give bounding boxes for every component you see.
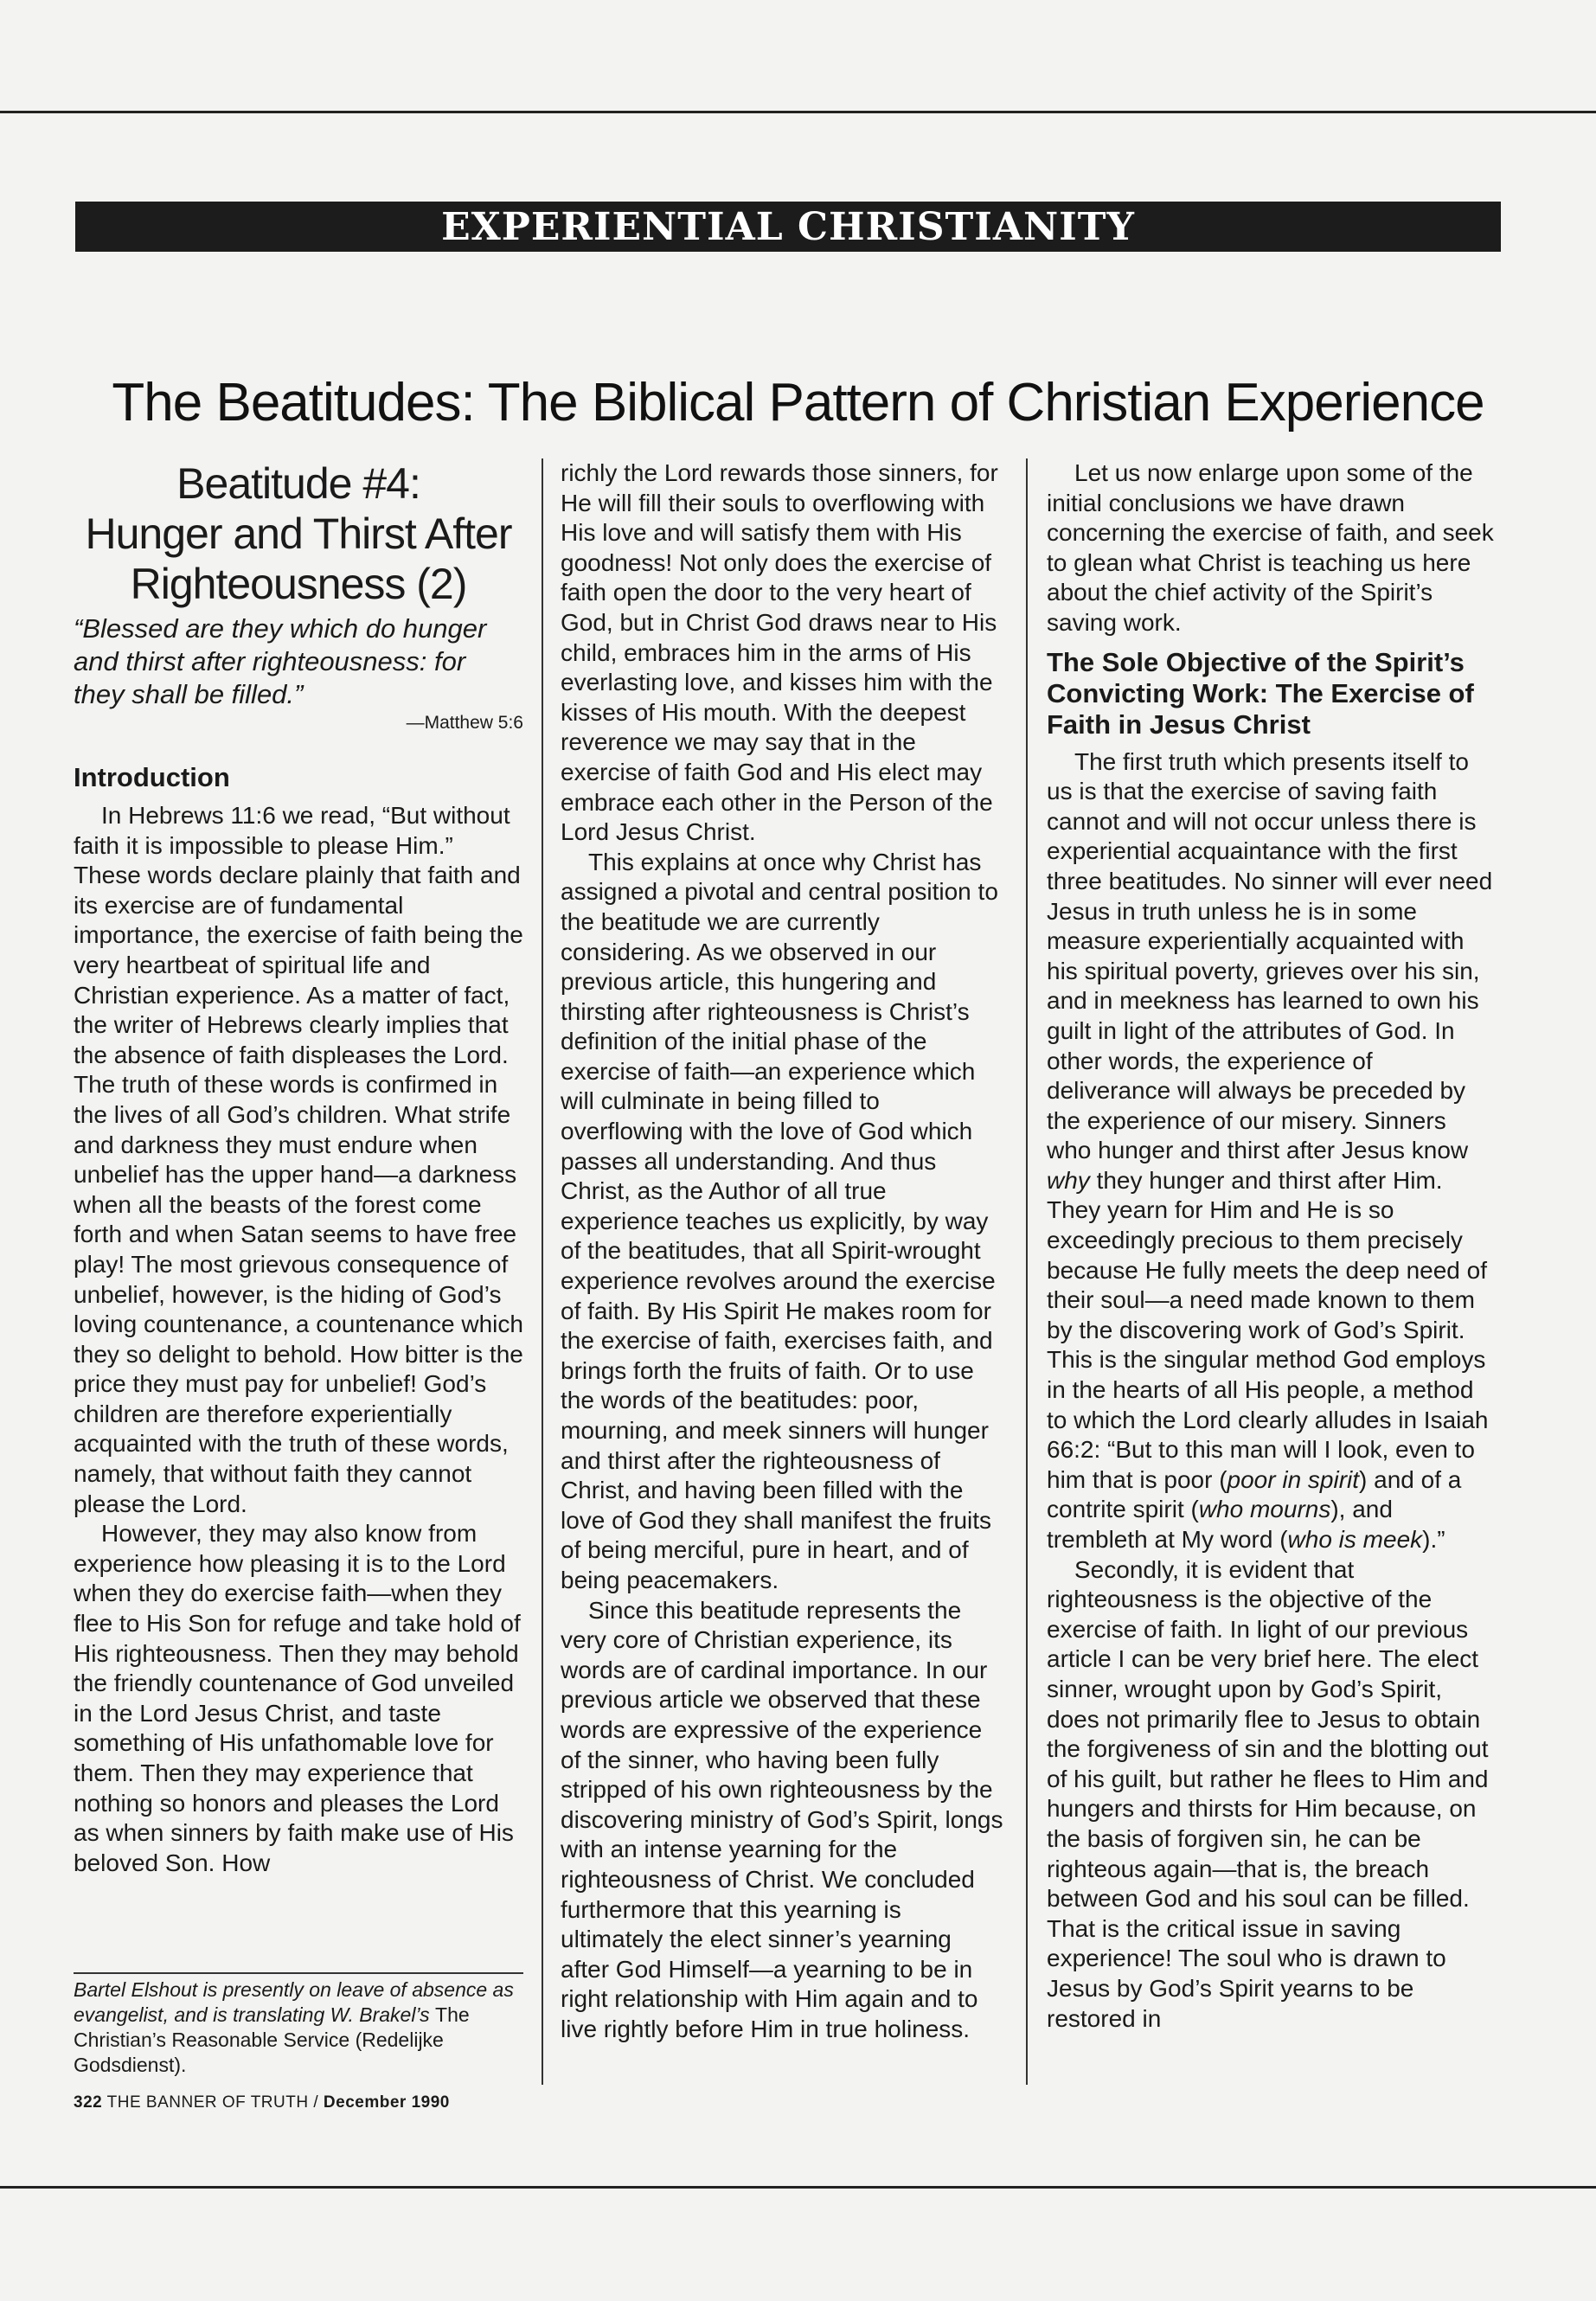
col2-paragraph-1: richly the Lord rewards those sinners, for He will fill their souls to overflowing with His love and will satisfy them with His goodness! Not only does the exercise of faith open the door to the very heart of God, but in Christ God draws near to His child, embraces him in the arms of His everlasting love, and kisses him with the kisses of His mouth. With the deepest reverence we may say that in the exercise of faith God and His elect may embrace each other in the Person of the Lord Jesus Christ. (561, 459, 998, 846)
article-title: The Beatitudes: The Biblical Pattern of Christian Experience (112, 373, 1484, 433)
col3-p1-emphasis-mourns: who mourns (1198, 1496, 1331, 1523)
bottom-rule (0, 2186, 1596, 2189)
column-2 (561, 458, 1006, 2044)
page-folio (74, 2093, 450, 2112)
column-divider-2 (1026, 458, 1028, 2085)
beatitude-heading (74, 458, 523, 609)
col3-p1-text-a: The first truth which presents itself to us is that the exercise of saving faith cannot and will not occur unless there is experiential acquaintance with the first three beatitudes. No sinner will ever need Jesus in truth unless he is in some measure experientially acquainted with his spiritual poverty, grieves over his sin, and in meekness has learned to own his guilt in light of the attributes of God. In other words, the experience of deliverance will always be preceded by the experience of our misery. Sinners who hunger and thirst after Jesus know (1047, 747, 1493, 1164)
col1-paragraph-1: In Hebrews 11:6 we read, “But without faith it is impossible to please Him.” These words declare plainly that faith and its exercise are of fundamental importance, the exercise of faith being the very heartbeat of spiritual life and Christian experience. As a matter of fact, the writer of Hebrews clearly implies that the absence of faith displeases the Lord. The truth of these words is confirmed in the lives of all God’s children. What strife and darkness they must endure when unbelief has the upper hand—a darkness when all the beasts of the forest come forth and when Satan seems to have free play! The most grievous consequence of unbelief, however, is the hiding of God’s loving countenance, a countenance which they so delight to behold. How bitter is the price they must pay for unbelief! God’s children are therefore experientially acquainted with the truth of these words, namely, that without faith they cannot please the Lord. (74, 802, 523, 1517)
section-banner: EXPERIENTIAL CHRISTIANITY (75, 202, 1501, 252)
epigraph-attribution: —Matthew 5:6 (406, 713, 523, 733)
top-rule (0, 111, 1596, 113)
column-divider-1 (542, 458, 543, 2085)
col1-paragraph-2: However, they may also know from experience how pleasing it is to the Lord when they do exercise faith—when they flee to His Son for refuge and take hold of His righteousness. Then they may behold the friendly countenance of God unveiled in the Lord Jesus Christ, and taste something of His unfathomable love for them. Then they may experience that nothing so honors and pleases the Lord as when sinners by faith make use of His beloved Son. How (74, 1520, 521, 1876)
col3-p1-emphasis-why: why (1047, 1166, 1090, 1194)
col3-p1-emphasis-meek: who is meek (1287, 1526, 1423, 1553)
issue-date: December 1990 (323, 2093, 450, 2112)
col3-p1-text-g: ), and trembleth at My word ( (1047, 1496, 1393, 1553)
magazine-name: THE BANNER OF TRUTH / (106, 2093, 319, 2112)
bio-text-2: (Redelijke Godsdienst). (74, 2029, 444, 2076)
col3-p1-text-e: ) and of a contrite spirit ( (1047, 1465, 1462, 1523)
bio-rule (74, 1972, 523, 1974)
beatitude-line-2: Hunger and Thirst After (85, 510, 512, 558)
col3-intro: Let us now enlarge upon some of the initial conclusions we have drawn concerning the exercise of faith, and seek to glean what Christ is teaching us here about the chief activity of the Spirit’s saving work. (1047, 459, 1494, 636)
col3-paragraph-1 (1047, 747, 1497, 1555)
epigraph: “Blessed are they which do hunger and thirst after righteousness: for they shall be filled.” (74, 613, 487, 709)
beatitude-line-3: Righteousness (2) (130, 560, 467, 608)
col2-paragraph-2: This explains at once why Christ has assigned a pivotal and central position to the beatitude we are currently considering. As we observed in our previous article, this hungering and thirsting after righteousness is Christ’s definition of the initial phase of the exercise of faith—an experience which will culminate in being filled to overflowing with the love of God which passes all understanding. And thus Christ, as the Author of all true experience teaches us explicitly, by way of the beatitudes, that all Spirit-wrought experience revolves around the exercise of faith. By His Spirit He makes room for the exercise of faith, exercises faith, and brings forth the fruits of faith. Or to use the words of the beatitudes: poor, mourning, and meek sinners will hunger and thirst after the righteousness of Christ, and having been filled with the love of God they shall manifest the fruits of being merciful, pure in heart, and of being peacemakers. (561, 848, 998, 1593)
col3-paragraph-2: Secondly, it is evident that righteousness is the objective of the exercise of faith. In light of our previous article I can be very brief here. The elect sinner, wrought upon by God’s Spirit, does not primarily flee to Jesus to obtain the forgiveness of sin and the blotting out of his guilt, but rather he flees to Him and hungers and thirsts for Him because, on the basis of forgiven sin, he can be righteous again—that is, the breach between God and his soul can be filled. That is the critical issue in saving experience! The soul who is drawn to Jesus by God’s Spirit yearns to be restored in (1047, 1555, 1489, 2032)
beatitude-line-1: Beatitude #4: (176, 459, 420, 508)
author-bio (74, 1977, 523, 2078)
col2-paragraph-3: Since this beatitude represents the very core of Christian experience, its words are of cardinal importance. In our previous article we observed that these words are expressive of the experience of the sinner, who having been fully stripped of his own righteousness by the discovering ministry of God’s Spirit, longs with an intense yearning for the righteousness of Christ. We concluded furthermore that this yearning is ultimately the elect sinner’s yearning after God Himself—a yearning to be in right relationship with Him again and to live rightly before Him in true holiness. (561, 1596, 1003, 2042)
col3-p1-text-c: they hunger and thirst after Him. They yearn for Him and He is so exceedingly precious to them precisely because He fully meets the deep need of their soul—a need made known to them by the discovering work of God’s Spirit. This is the singular method God employs in the hearts of all His people, a method to which the Lord clearly alludes in Isaiah 66:2: “But to this man will I look, even to him that is poor ( (1047, 1166, 1489, 1493)
bio-book-title: The Christian’s Reasonable Service (74, 2003, 470, 2051)
column-1 (74, 458, 523, 1878)
col3-heading: The Sole Objective of the Spirit’s Convicting Work: The Exercise of Faith in Jesus Christ (1047, 646, 1474, 740)
page-number: 322 (74, 2093, 103, 2112)
col3-p1-emphasis-poor: poor in spirit (1227, 1465, 1360, 1493)
bio-text-1: Bartel Elshout is presently on leave of absence as evangelist, and is translating W. Brakel’s (74, 1978, 514, 2026)
column-3 (1047, 458, 1497, 2034)
col3-p1-text-i: ).” (1422, 1526, 1445, 1553)
introduction-heading: Introduction (74, 762, 230, 792)
